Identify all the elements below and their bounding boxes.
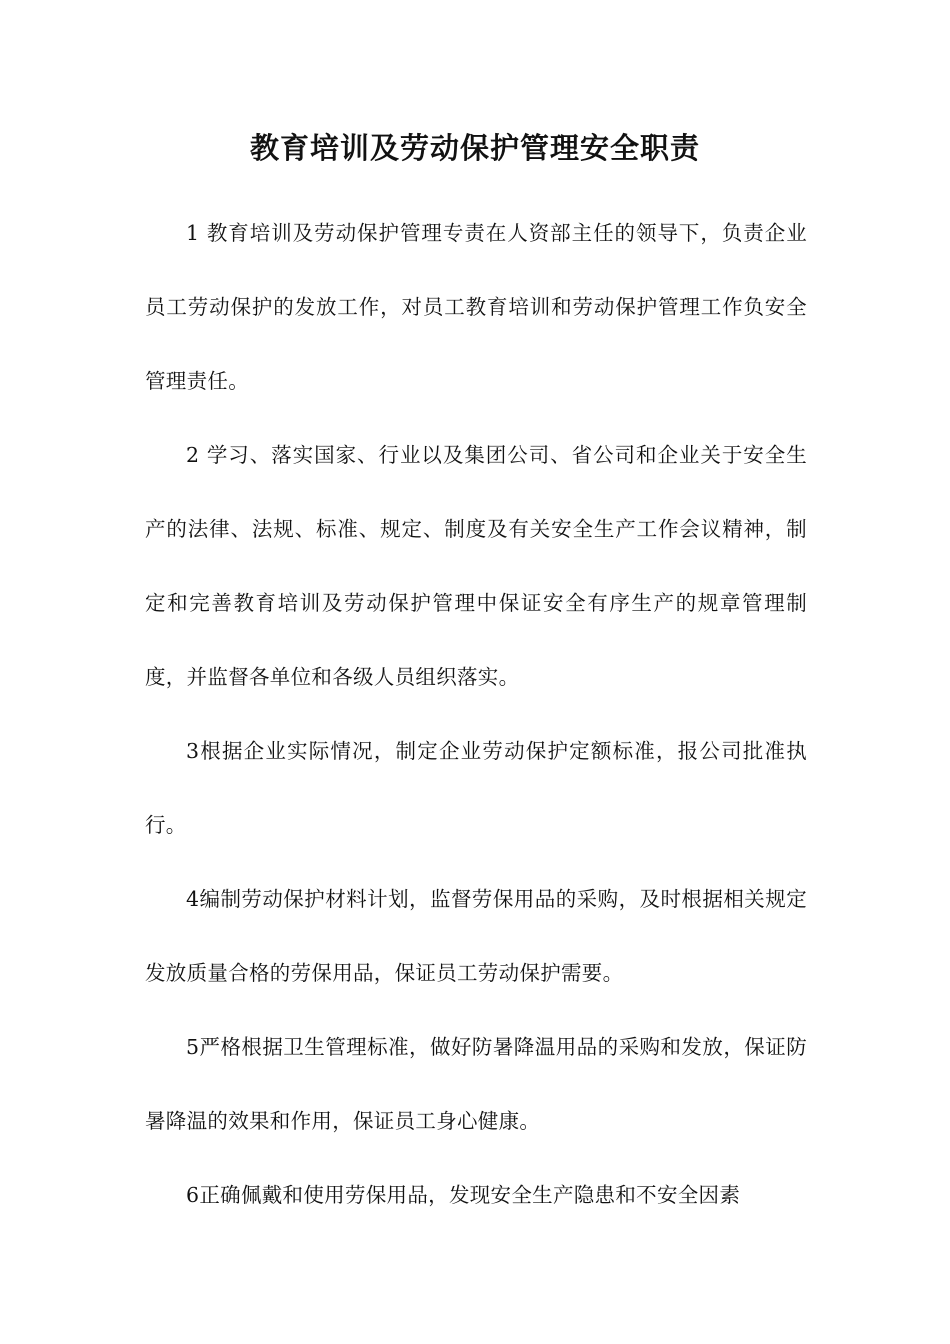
- paragraph-1: 1 教育培训及劳动保护管理专责在人资部主任的领导下，负责企业员工劳动保护的发放工作，对员工教育培训和劳动保护管理工作负安全管理责任。: [145, 221, 807, 393]
- paragraph-6: 6正确佩戴和使用劳保用品，发现安全生产隐患和不安全因素: [186, 1183, 741, 1207]
- document-body: [145, 196, 807, 1232]
- paragraph-5: 5严格根据卫生管理标准，做好防暑降温用品的采购和发放，保证防暑降温的效果和作用，保证员工身心健康。: [145, 1035, 807, 1133]
- document-title: 教育培训及劳动保护管理安全职责: [249, 131, 700, 165]
- paragraph-3: 3根据企业实际情况，制定企业劳动保护定额标准，报公司批准执行。: [145, 739, 807, 837]
- paragraph-4: 4编制劳动保护材料计划，监督劳保用品的采购，及时根据相关规定发放质量合格的劳保用品，保证员工劳动保护需要。: [145, 887, 807, 985]
- paragraph-2: 2 学习、落实国家、行业以及集团公司、省公司和企业关于安全生产的法律、法规、标准、规定、制度及有关安全生产工作会议精神，制定和完善教育培训及劳动保护管理中保证安全有序生产的规章管理制度，并监督各单位和各级人员组织落实。: [145, 443, 807, 689]
